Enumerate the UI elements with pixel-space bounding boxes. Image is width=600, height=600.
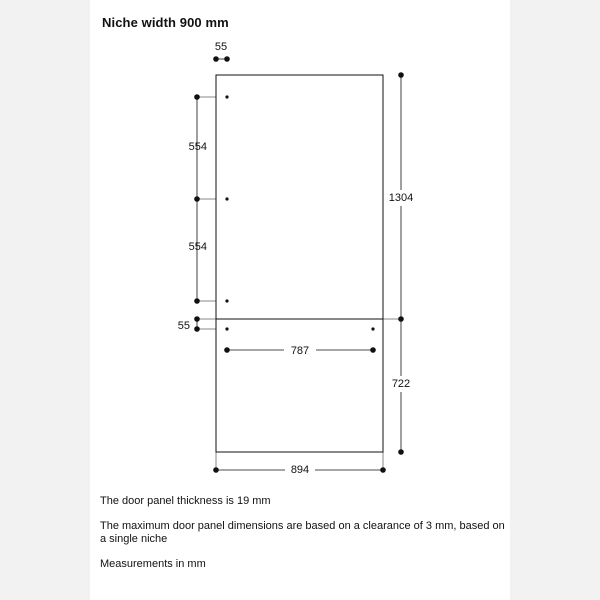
lower-hole-spacing-label: 787 [290,345,310,357]
notes-section [100,495,510,583]
drawing-title: Niche width 900 mm [102,15,229,30]
width-dimension [213,452,386,477]
hinge-hole-markers [225,95,374,330]
top-offset-label: 55 [214,41,228,53]
hole-marker [225,299,228,302]
right-dimension-chain [383,72,416,455]
gap-dimension [178,316,216,332]
upper-spacing-1-label: 554 [188,141,207,153]
total-height-lower-label: 722 [391,378,411,390]
total-height-upper-label: 1304 [388,192,414,204]
upper-spacing-2-label: 554 [188,241,207,253]
note-units: Measurements in mm [100,558,206,570]
width-label: 894 [290,464,310,476]
top-offset-dimension [213,41,230,62]
lower-hole-spacing-dimension [224,341,376,357]
hole-marker [225,327,228,330]
gap-label: 55 [177,320,190,332]
upper-door-panel [216,75,383,319]
hole-marker [371,327,374,330]
note-max-dimensions: The maximum door panel dimensions are based on a clearance of 3 mm, based on a single niche [100,520,505,545]
lower-door-panel [216,319,383,452]
hole-marker [225,95,228,98]
left-dimension-chain [189,94,216,304]
hole-marker [225,197,228,200]
note-panel-thickness: The door panel thickness is 19 mm [100,495,271,507]
